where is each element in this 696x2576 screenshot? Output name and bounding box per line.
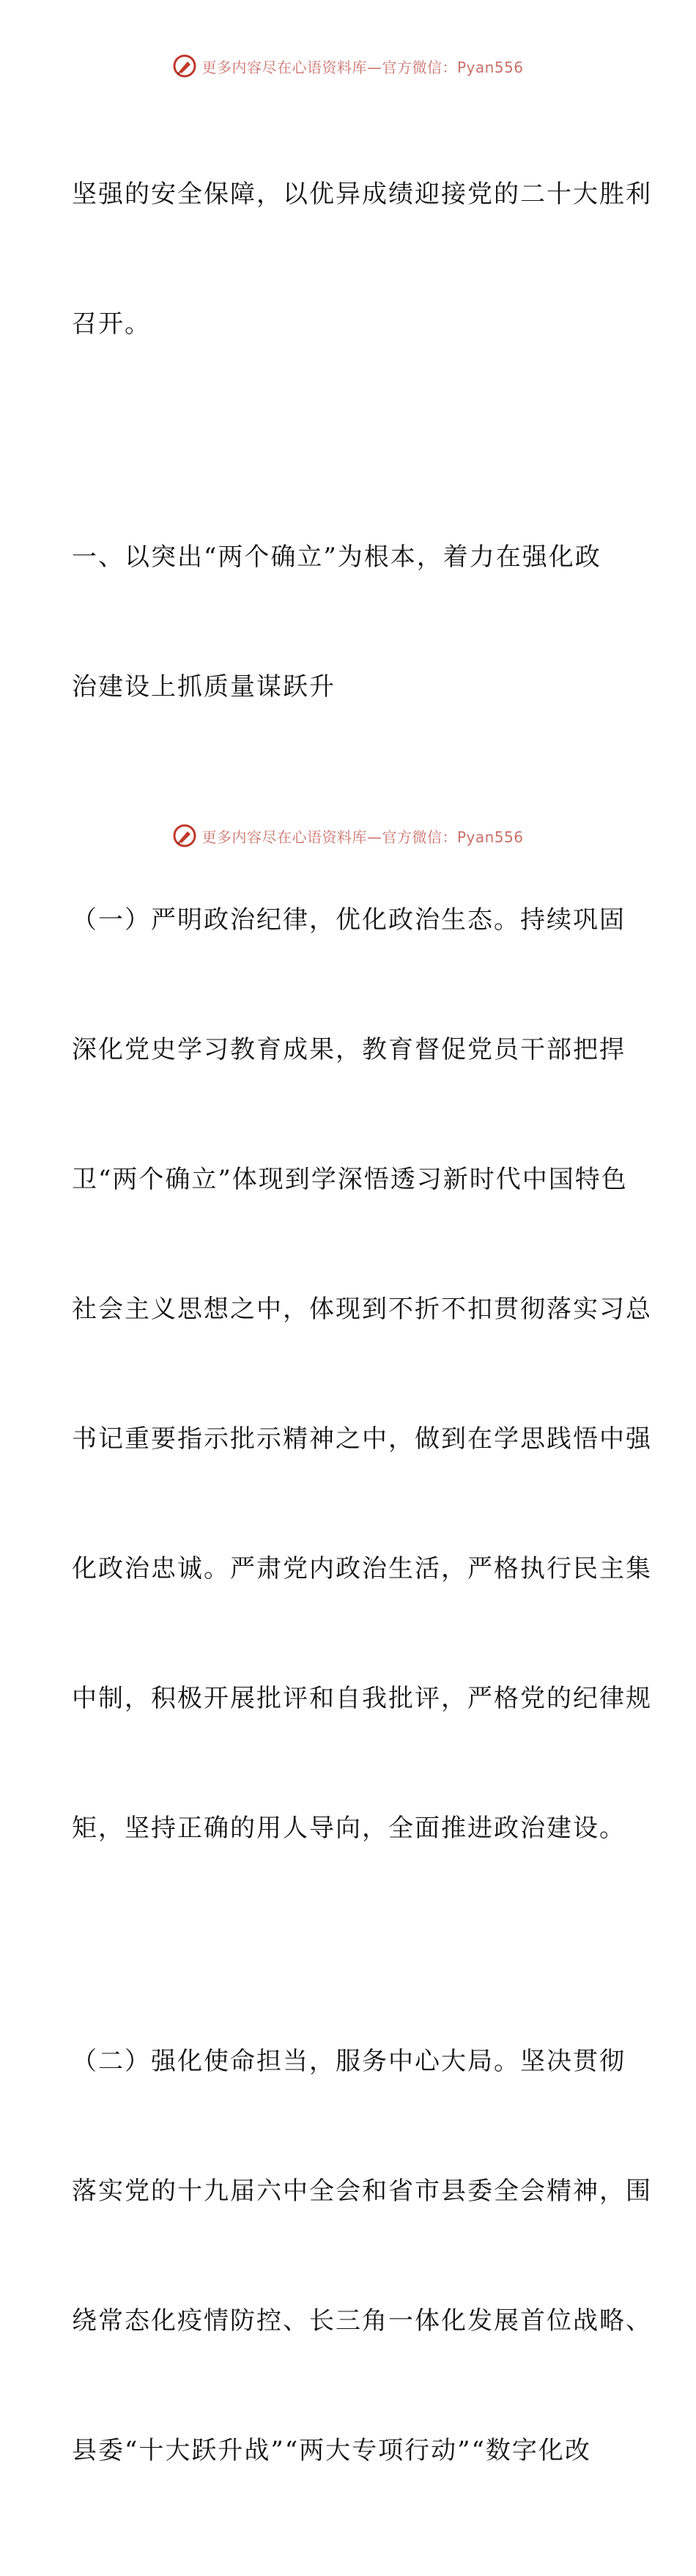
text-line: 矩，坚持正确的用人导向，全面推进政治建设。 (72, 1814, 626, 1843)
text-line: 绕常态化疫情防控、长三角一体化发展首位战略、 (72, 2306, 652, 2336)
text-line: 深化党史学习教育成果，教育督促党员干部把捍 (72, 1035, 626, 1064)
text-line: （二）强化使命担当，服务中心大局。坚决贯彻 (72, 2047, 626, 2076)
watermark-text: 更多内容尽在心语资料库—官方微信：Pyan556 (201, 828, 524, 846)
pen-circle-logo-icon (172, 823, 197, 848)
heading-line: 一、以突出“两个确立”为根本，着力在强化政 (72, 542, 601, 572)
text-line: 中制，积极开展批评和自我批评，严格党的纪律规 (72, 1684, 652, 1713)
text-line: 落实党的十九届六中全会和省市县委全会精神，围 (72, 2176, 652, 2206)
heading-line: 治建设上抓质量谋跃升 (72, 672, 336, 702)
text-line: 县委“十大跃升战”“两大专项行动”“数字化改 (72, 2436, 591, 2465)
text-line: 坚强的安全保障，以优异成绩迎接党的二十大胜利 (72, 180, 652, 209)
text-line: 卫“两个确立”体现到学深悟透习新时代中国特色 (72, 1165, 628, 1194)
text-line: 社会主义思想之中，体现到不折不扣贯彻落实习总 (72, 1295, 652, 1324)
paragraph-item-1 (72, 812, 652, 1937)
header-watermark (0, 51, 696, 81)
watermark-text: 更多内容尽在心语资料库—官方微信：Pyan556 (201, 58, 524, 76)
paragraph-item-2 (72, 1954, 652, 2559)
text-line: （一）严明政治纪律，优化政治生态。持续巩固 (72, 905, 626, 935)
text-line: 书记重要指示批示精神之中，做到在学思践悟中强 (72, 1424, 652, 1454)
section-heading-1 (72, 449, 629, 795)
paragraph-1 (72, 87, 652, 433)
text-line: 化政治忠诚。严肃党内政治生活，严格执行民主集 (72, 1554, 652, 1583)
pen-circle-logo-icon (172, 54, 197, 78)
document-body (72, 87, 652, 2576)
footer-watermark (0, 821, 696, 850)
text-line: 召开。 (72, 309, 151, 339)
